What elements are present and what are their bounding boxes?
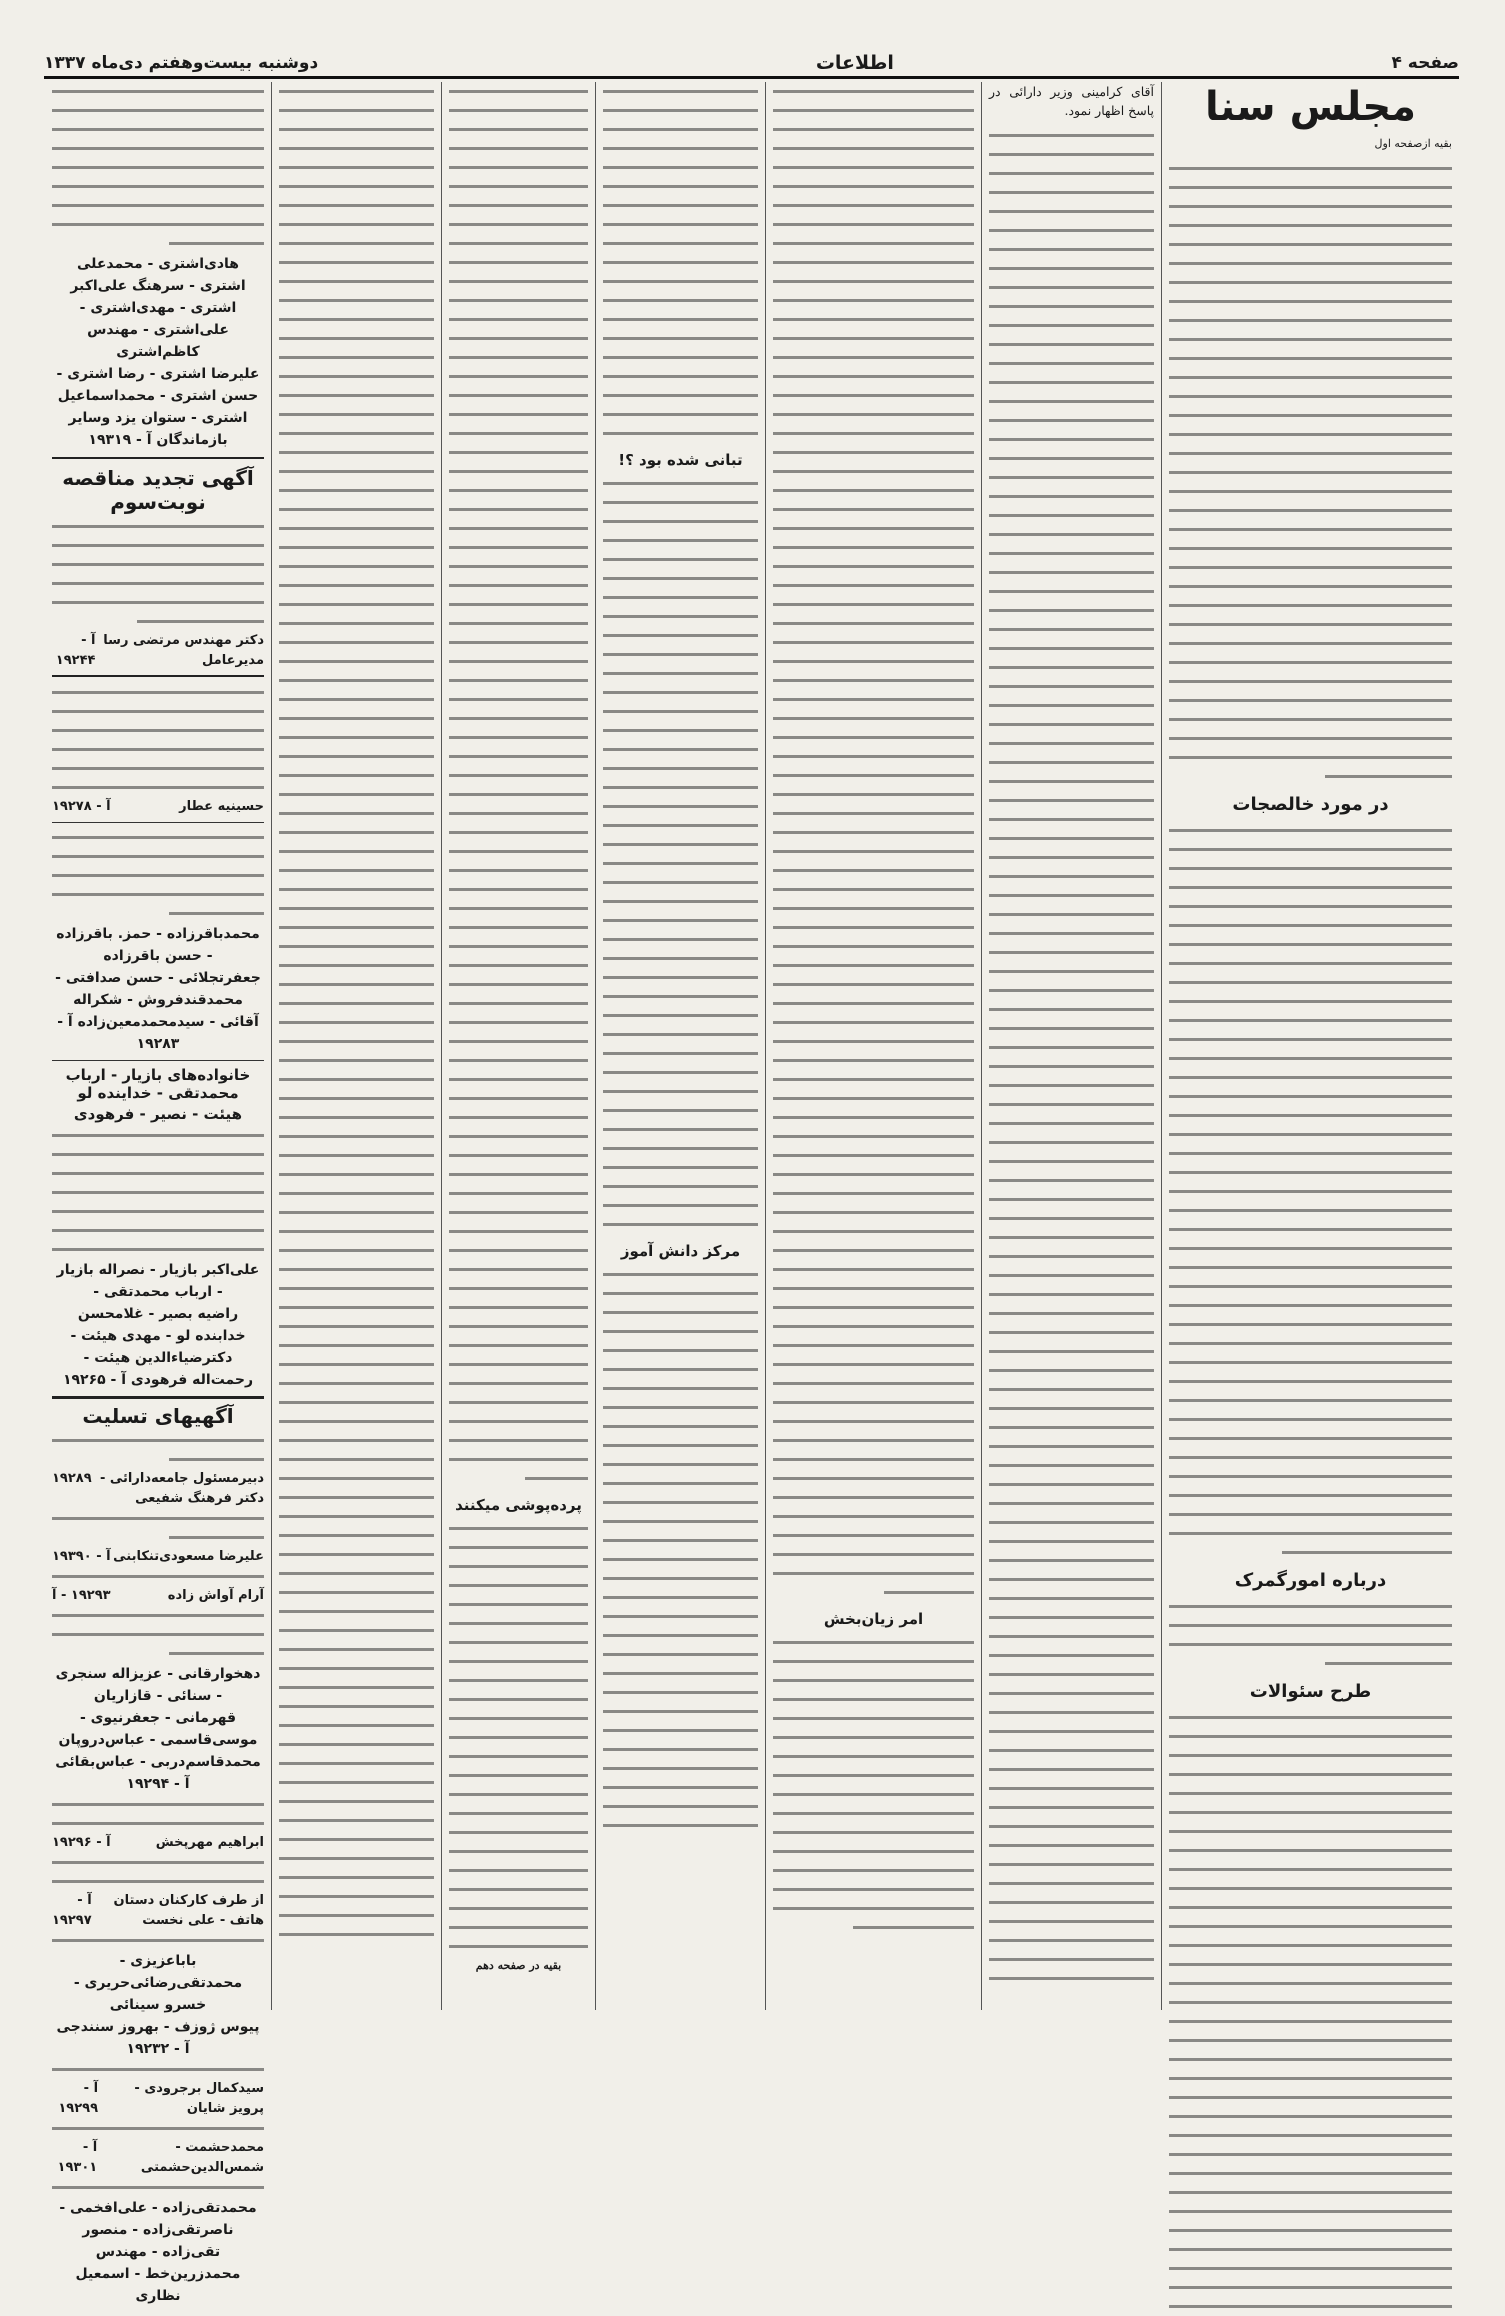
col4-body-3 xyxy=(603,1265,758,1835)
page-number: صفحه ۴ xyxy=(1391,53,1459,73)
col5-body-2 xyxy=(773,1633,974,1937)
column-senate xyxy=(1161,82,1459,2010)
names-block-2: محمدباقرزاده - حمز. باقرزاده - حسن باقرزاده جعفرتجلائی - حسن صدافتی - محمدقندفروش - شکراله آقائی - سیدمحمدمعین‌زاده آ - ۱۹۲۸۳ xyxy=(55,926,261,1052)
column-3 xyxy=(441,82,595,2010)
tender-code: آ - ۱۹۲۴۴ xyxy=(55,633,96,668)
col6-body xyxy=(989,126,1154,1988)
masthead xyxy=(44,50,1459,79)
ads-top-text xyxy=(52,82,264,253)
senate-body-3 xyxy=(1169,1597,1452,1673)
section-questions: طرح سئوالات xyxy=(1249,1681,1372,1702)
col5-heading: امر زیان‌بخش xyxy=(823,1610,924,1628)
column-4 xyxy=(595,82,765,2010)
col3-heading: پرده‌پوشی میکنند xyxy=(455,1496,582,1514)
senate-body-2 xyxy=(1169,821,1452,1562)
senate-title: مجلس سنا xyxy=(1204,84,1417,130)
col5-body-1 xyxy=(773,82,974,1602)
tender-ad xyxy=(52,457,264,677)
family-title: خانواده‌های بازیار - ارباب محمدتقی - خداینده لو xyxy=(65,1066,251,1102)
column-6 xyxy=(981,82,1161,2010)
col6-lead: آقای کرامینی وزیر دارائی در پاسخ اظهار نمود. xyxy=(989,84,1154,118)
senate-body-4 xyxy=(1169,1708,1452,2316)
memorial-sig: حسینیه عطار xyxy=(179,799,264,814)
tender-title: آگهی تجدید مناقصه نوبت‌سوم xyxy=(62,466,254,514)
col3-body-1 xyxy=(449,82,588,1488)
names-block-3: علی‌اکبر بازیار - نصراله بازیار - ارباب محمدتقی - راضیه بصیر - غلامحسن خدابنده لو - مهدی هیئت - دکترضیاءالدین هیئت - رحمت‌اله فرهودی آ - ۱۹۲۶۵ xyxy=(56,1262,260,1388)
tender-signature: دکتر مهندس مرتضی رسا مدیرعامل xyxy=(103,633,264,668)
continued-page-10: بقیه در صفحه دهم xyxy=(475,1959,562,1972)
issue-date: دوشنبه بیست‌وهفتم دی‌ماه ۱۳۳۷ xyxy=(44,53,319,73)
col4-body-2 xyxy=(603,474,758,1234)
section-khalesejat: در مورد خالصجات xyxy=(1232,794,1389,815)
family-subtitle: هیئت - نصیر - فرهودی xyxy=(73,1105,243,1123)
col4-body-1 xyxy=(603,82,758,443)
continued-note: بقیه ازصفحه اول xyxy=(1374,137,1452,150)
column-5 xyxy=(765,82,981,2010)
column-2 xyxy=(271,82,441,2010)
col2-body xyxy=(279,82,434,1944)
col4-heading: تبانی شده بود ؟! xyxy=(618,451,743,469)
section-customs: درباره امورگمرک xyxy=(1234,1570,1387,1591)
col3-body-2 xyxy=(449,1519,588,1956)
newspaper-name: اطلاعات xyxy=(815,52,894,74)
col4-heading-2: مرکز دانش آموز xyxy=(620,1242,741,1260)
memorial-code: آ - ۱۹۲۷۸ xyxy=(52,799,111,814)
top-names: هادی‌اشتری - محمدعلی اشتری - سرهنگ علی‌اکبر اشتری - مهدی‌اشتری - علی‌اشتری - مهندس کاظم‌اشتری علیرضا اشتری - رضا اشتری - حسن اشتری - محمداسماعیل اشتری - ستوان یزد وسایر بازماندگان آ - ۱۹۳۱۹ xyxy=(56,256,260,448)
column-ads: هادی‌اشتری - محمدعلی اشتری - سرهنگ علی‌اکبر اشتری - مهدی‌اشتری - علی‌اشتری - مهندس کاظم‌اشتری علیرضا اشتری - رضا اشتری - حسن اشتری - محمداسماعیل اشتری - ستوان یزد وسایر بازماندگان آ - ۱۹۳۱۹ آگهی تجدید مناقصه نوبت‌سوم دکتر مهندس مرتضی رسا مدیرعامل آ - ۱۹۲۴۴ حسینیه عطار آ - ۱۹۲۷۸ محمدباقرزاده - حمز. باقرزاده - حسن باقرزاده جعفرتجلائی - حسن صدافتی - محمدقندفروش - شکراله آقائی - سیدمحمدمعین‌زاده آ - ۱۹۲۸۳ خانواده‌های بازیار - ارباب محمدتقی - خداینده لو هیئت - نصیر - فرهودی علی‌اکبر بازیار - نصراله بازیار - ارباب محمدتقی - راضیه بصیر - غلامحسن خدابنده لو - مهدی هیئت - دکترضیاءالدین هیئت - رحمت‌اله فرهودی آ - ۱۹۲۶۵ آگهیهای تسلیت دبیرمسئول جامعه‌دارائی - دکتر فرهنگ شفیعی ۱۹۲۸۹ علیرضا مسعودی‌تنکابنی آ - ۱۹۳۹۰ آرام آواش زاده ۱۹۲۹۳ - آ دهخوارقانی - عزیزاله سنجری - سنائی - قازاریان قهرمانی - جعفرنیوی - موسی‌قاسمی - عباس‌دروپان محمدقاسم‌دربی - عباس‌بقائی آ - ۱۹۲۹۴ ابراهیم مهرپخش آ - ۱۹۲۹۶ از طرف کارکنان دستان هاتف - علی نخست آ - ۱۹۲۹۷ باباعزیزی - محمدتقی‌رضائی‌حریری - خسرو سینائی پیوس ژوزف - بهروز سنندجی آ - ۱۹۲۳۲ سیدکمال برجرودی - پرویز شایان آ - ۱۹۲۹۹ محمدحشمت - شمس‌الدین‌حشمتی آ - ۱۹۳۰۱ محمدتقی‌زاده - علی‌افخمی - ناصرتقی‌زاده - منصور تقی‌زاده - مهندس محمدزرین‌خط - اسمعیل نظاری xyxy=(45,82,271,2010)
columns xyxy=(44,82,1459,2304)
senate-body-1 xyxy=(1169,159,1452,786)
memorial-ad xyxy=(52,683,264,797)
condolence-title: آگهیهای تسلیت xyxy=(82,1404,234,1428)
